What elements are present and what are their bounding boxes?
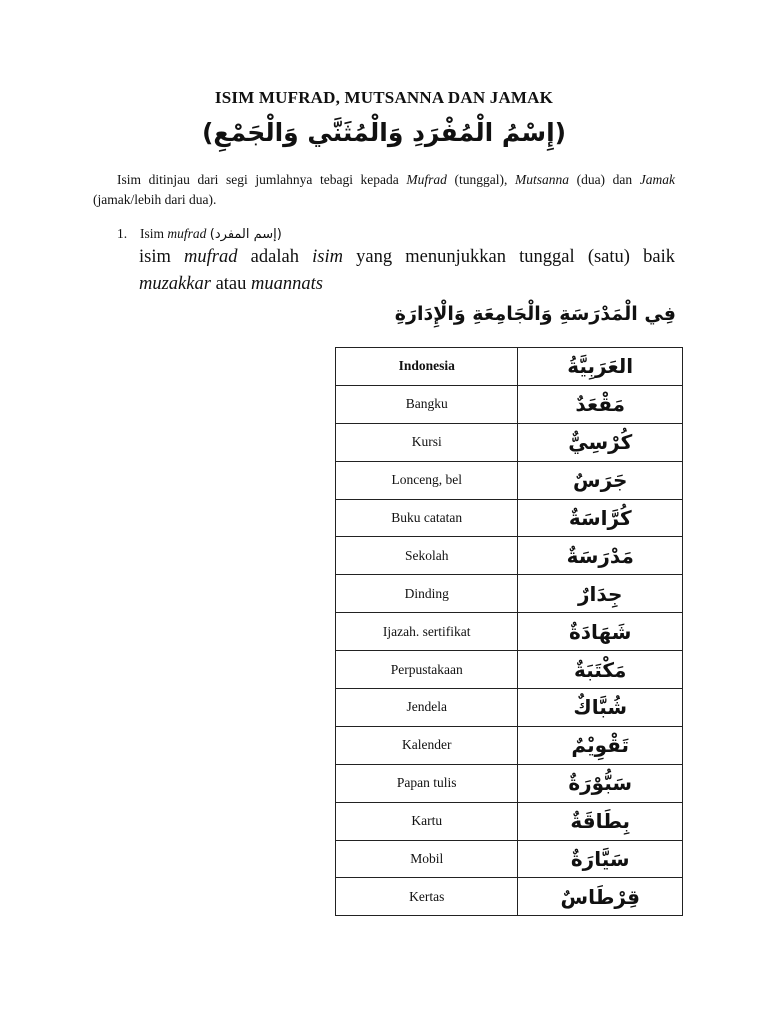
intro-text-3: (dua) dan [568,172,640,187]
table-row [336,537,683,575]
header-indonesia: Indonesia [336,348,518,386]
list-prefix: Isim [140,226,168,241]
table-row [336,575,683,613]
cell-indonesia: Sekolah [336,537,518,575]
arabic-title: (إِسْمُ الْمُفْرَدِ وَالْمُثَنَّي وَالْجَمْعِ) [201,118,567,147]
cell-arabic: بِطَاقَةٌ [518,802,683,840]
term-mutsanna: Mutsanna [514,172,569,187]
cell-indonesia: Bangku [336,385,518,423]
cell-arabic: جَرَسٌ [518,461,683,499]
list-number: 1. [117,226,128,241]
def-text-1: isim [139,247,185,267]
cell-arabic: شَهَادَةٌ [518,613,683,651]
cell-indonesia: Mobil [336,840,518,878]
cell-indonesia: Perpustakaan [336,651,518,689]
table-row [336,385,683,423]
table-row [336,461,683,499]
list-term: mufrad [167,226,207,241]
def-term-muannats: muannats [251,274,323,294]
cell-arabic: جِدَارٌ [518,575,683,613]
cell-indonesia: Kursi [336,423,518,461]
cell-arabic: مَقْعَدٌ [518,385,683,423]
cell-arabic: سَبُّوْرَةٌ [518,764,683,802]
cell-indonesia: Lonceng, bel [336,461,518,499]
intro-text-4: (jamak/lebih dari dua). [93,192,217,207]
cell-indonesia: Papan tulis [336,764,518,802]
table-row [336,726,683,764]
cell-arabic: قِرْطَاسٌ [518,878,683,916]
def-text-2: adalah [237,247,313,267]
arabic-subtitle: فِي الْمَدْرَسَةِ وَالْجَامِعَةِ وَالْإِدَارَةِ [394,303,676,325]
table-row [336,689,683,727]
cell-indonesia: Buku catatan [336,499,518,537]
cell-arabic: شُبَّاكٌ [518,689,683,727]
def-term-muzakkar: muzakkar [139,274,211,294]
table-row [336,499,683,537]
table-row [336,840,683,878]
cell-arabic: كُرْسِيٌّ [518,423,683,461]
intro-text-1: Isim ditinjau dari segi jumlahnya tebagi kepada [117,172,407,187]
cell-arabic: سَيَّارَةٌ [518,840,683,878]
table-body [336,385,683,915]
table-row [336,651,683,689]
def-term-isim: isim [312,247,343,267]
cell-indonesia: Dinding [336,575,518,613]
cell-indonesia: Ijazah. sertifikat [336,613,518,651]
table-row [336,613,683,651]
cell-arabic: مَدْرَسَةٌ [518,537,683,575]
def-text-4: atau [210,274,251,294]
table-row [336,423,683,461]
list-item-1 [117,226,282,242]
cell-indonesia: Kertas [336,878,518,916]
definition-paragraph [139,244,675,298]
cell-arabic: كُرَّاسَةٌ [518,499,683,537]
table-row [336,764,683,802]
table-row [336,878,683,916]
term-mufrad: Mufrad [406,172,447,187]
cell-indonesia: Kalender [336,726,518,764]
intro-text-2: (tunggal), [446,172,515,187]
intro-paragraph [93,170,675,210]
def-term-mufrad: mufrad [184,247,238,267]
cell-indonesia: Kartu [336,802,518,840]
header-arabic: العَرَبِيَّةُ [518,348,683,386]
list-arabic: (إسم المفرد) [209,227,282,242]
term-jamak: Jamak [639,172,675,187]
cell-indonesia: Jendela [336,689,518,727]
cell-arabic: مَكْتَبَةٌ [518,651,683,689]
page-title: ISIM MUFRAD, MUTSANNA DAN JAMAK [214,88,554,107]
table-header-row [336,348,683,386]
def-text-3: yang menunjukkan tunggal (satu) baik [342,247,675,267]
cell-arabic: تَقْوِيْمٌ [518,726,683,764]
table-row [336,802,683,840]
vocabulary-table [335,347,683,916]
